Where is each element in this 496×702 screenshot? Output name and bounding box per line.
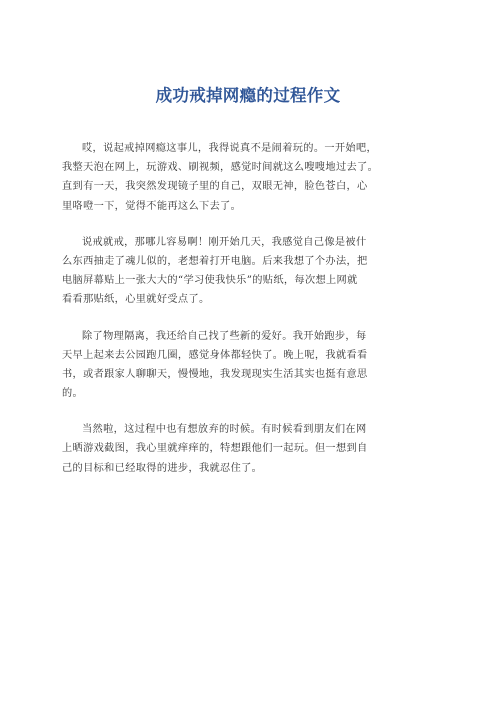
text-line: 的。 xyxy=(62,388,84,400)
text-line: 当然啦，这过程中也有想放弃的时候。有时候看到朋友们在网 xyxy=(82,424,367,436)
paragraph-2 xyxy=(62,233,442,310)
text-line: 说戒就戒，那哪儿容易啊！刚开始几天，我感觉自己像是被什 xyxy=(82,236,367,248)
text-line: 直到有一天，我突然发现镜子里的自己，双眼无神，脸色苍白，心 xyxy=(62,181,368,193)
page-title: 成功戒掉网瘾的过程作文 xyxy=(155,86,341,105)
text-line: 除了物理隔离，我还给自己找了些新的爱好。我开始跑步，每 xyxy=(82,330,367,342)
text-line: 上晒游戏截图，我心里就痒痒的，特想跟他们一起玩。但一想到自 xyxy=(62,443,368,455)
text-line: 书，或者跟家人聊聊天，慢慢地，我发现现实生活其实也挺有意思 xyxy=(62,368,368,380)
text-line: 哎，说起戒掉网瘾这事儿，我得说真不是闹着玩的。一开始吧， xyxy=(82,143,378,154)
text-line: 天早上起来去公园跑几圈，感觉身体都轻快了。晚上呢，我就看看 xyxy=(62,349,368,361)
text-line: 己的目标和已经取得的进步，我就忍住了。 xyxy=(62,462,263,474)
text-line: 我整天泡在网上，玩游戏、刷视频，感觉时间就这么嗖嗖地过去了。 xyxy=(62,162,379,174)
paragraph-4 xyxy=(62,420,442,478)
text-line: 么东西抽走了魂儿似的，老想着打开电脑。后来我想了个办法，把 xyxy=(62,255,368,267)
essay-body xyxy=(62,139,442,495)
paragraph-3 xyxy=(62,327,442,404)
text-line: 电脑屏幕贴上一张大大的“学习使我快乐”的贴纸，每次想上网就 xyxy=(62,275,358,287)
paragraph-1 xyxy=(62,139,442,216)
text-line: 看看那贴纸，心里就好受点了。 xyxy=(62,294,210,306)
text-line: 里咯噔一下，觉得不能再这么下去了。 xyxy=(62,200,242,212)
